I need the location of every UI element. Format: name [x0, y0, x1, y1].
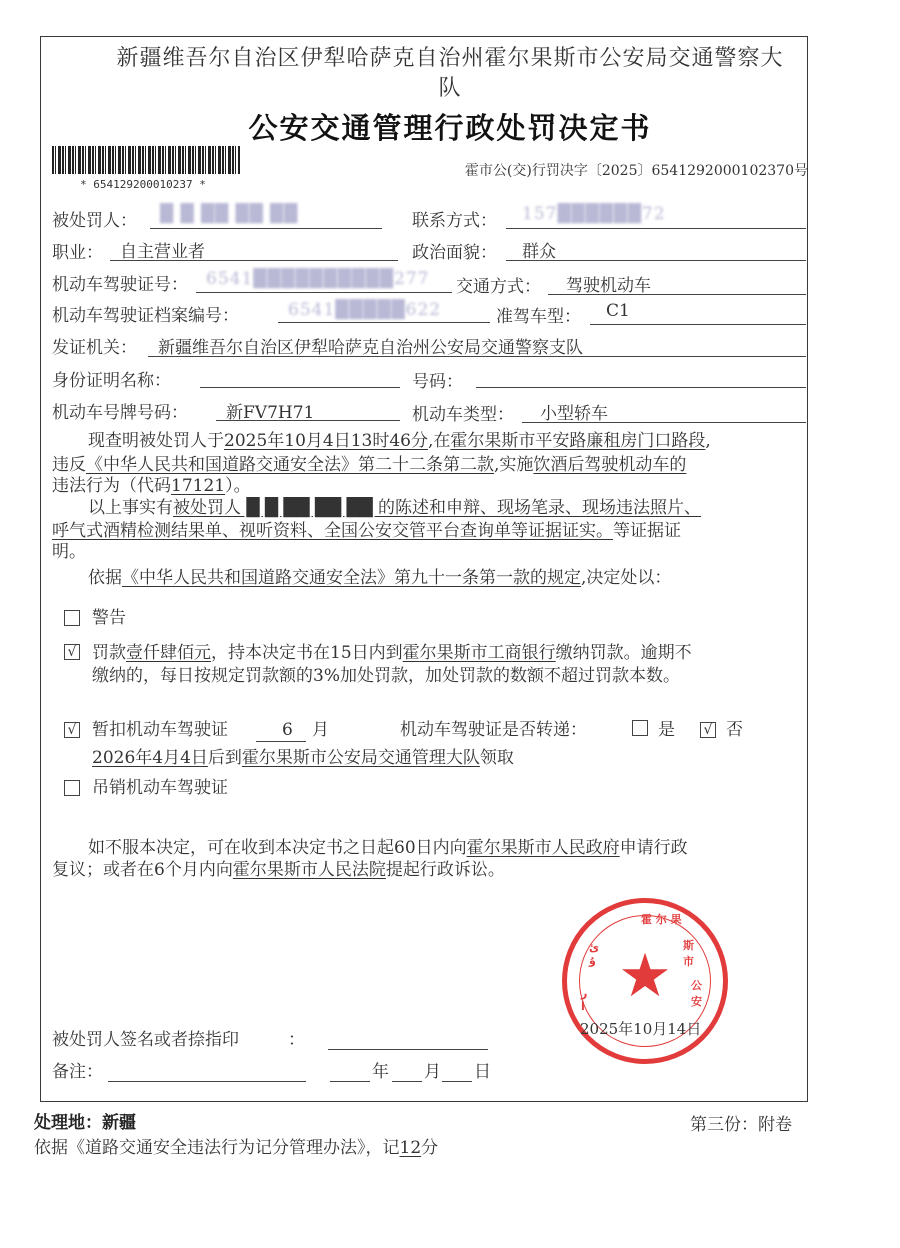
- barcode: [52, 146, 240, 174]
- contact-underline: [506, 228, 806, 229]
- day-underline: [442, 1081, 472, 1082]
- license-no-label: 机动车驾驶证号：: [52, 275, 188, 295]
- processing-place: 处理地：新疆: [34, 1113, 136, 1133]
- points-line: 依据《道路交通安全违法行为记分管理办法》，记12分: [34, 1138, 439, 1158]
- evidence-list-1: 被处罚人 █ █ ██ ██ ██ 的陈述和申辩、现场笔录、现场违法照片、: [173, 498, 702, 518]
- transfer-yes-checkbox: [632, 720, 648, 736]
- warning-label: 警告: [92, 608, 126, 628]
- traffic-mode-underline: [548, 294, 806, 295]
- traffic-mode-value: 驾驶机动车: [566, 276, 651, 296]
- seal-star-icon: ★: [618, 941, 672, 1011]
- transfer-no-label: 否: [726, 720, 743, 740]
- violation-act: 饮酒后驾驶机动车的: [533, 455, 687, 475]
- issuer-label: 发证机关：: [52, 338, 137, 358]
- suspend-months-underline: [256, 741, 306, 742]
- violation-place: 霍尔果斯市平安路廉租房门口路段: [450, 431, 706, 451]
- license-no-underline: [196, 292, 452, 293]
- transfer-label: 机动车驾驶证是否转递：: [400, 720, 587, 740]
- contact-value: 157██████72: [522, 204, 666, 224]
- document-title: 公安交通管理行政处罚决定书: [248, 111, 652, 145]
- official-seal: ★ 霍 尔 果 斯 市 公 安 ئ ۇ ر ا: [562, 898, 728, 1064]
- vehicle-type-value: 小型轿车: [540, 404, 608, 424]
- evidence-line-2: 呼气式酒精检测结果单、视听资料、全国公安交管平台查询单等证据证实。等证据证: [52, 521, 681, 541]
- remark-underline: [108, 1081, 306, 1082]
- vehicle-type-underline: [522, 422, 806, 423]
- suspend-label: 暂扣机动车驾驶证: [92, 720, 228, 740]
- barcode-number: * 654129200010237 *: [80, 178, 206, 191]
- violation-code: 17121: [171, 476, 226, 496]
- punished-underline: [150, 228, 382, 229]
- license-return-line: 2026年4月4日后到霍尔果斯市公安局交通管理大队领取: [92, 748, 514, 768]
- vehicle-class-underline: [590, 324, 806, 325]
- suspend-checkbox: √: [64, 722, 80, 738]
- fine-bank: 霍尔果斯市工商银行: [402, 643, 556, 663]
- political-value: 群众: [522, 242, 556, 262]
- signature-label: 被处罚人签名或者捺指印: [52, 1030, 239, 1050]
- appeal-court: 霍尔果斯市人民法院: [232, 860, 386, 880]
- issuer-underline: [148, 356, 806, 357]
- occupation-label: 职业：: [52, 243, 103, 263]
- contact-label: 联系方式：: [412, 211, 497, 231]
- vehicle-class-label: 准驾车型：: [496, 307, 581, 327]
- day-label: 日: [474, 1062, 491, 1082]
- id-no-underline: [476, 387, 806, 388]
- punished-label: 被处罚人：: [52, 211, 137, 231]
- transfer-no-checkbox: √: [700, 722, 716, 738]
- license-no-value: 6541██████████277: [206, 269, 430, 289]
- basis-line: 依据《中华人民共和国道路交通安全法》第九十一条第一款的规定,决定处以：: [88, 568, 672, 588]
- signature-colon: ：: [288, 1030, 305, 1050]
- evidence-line-3: 明。: [52, 542, 86, 562]
- return-place: 霍尔果斯市公安局交通管理大队: [241, 748, 480, 768]
- punished-name: █ █ ██ ██ ██: [160, 204, 299, 224]
- fine-amount: 壹仟肆佰元: [126, 643, 211, 663]
- month-label: 月: [424, 1062, 441, 1082]
- fine-line-2: 缴纳的，每日按规定罚款额的3%加处罚款，加处罚款的数额不超过罚款本数。: [92, 666, 680, 686]
- transfer-yes-label: 是: [658, 720, 675, 740]
- violated-law: 《中华人民共和国道路交通安全法》第二十二条第二款: [86, 455, 494, 475]
- basis-law: 《中华人民共和国道路交通安全法》第九十一条第一款的规定: [122, 568, 581, 588]
- copy-label: 第三份：附卷: [690, 1115, 792, 1135]
- appeal-line-2: 复议；或者在6个月内向霍尔果斯市人民法院提起行政诉讼。: [52, 860, 505, 880]
- evidence-list-2: 呼气式酒精检测结果单、视听资料、全国公安交管平台查询单等证据证实。: [52, 521, 613, 541]
- occupation-value: 自主营业者: [120, 242, 205, 262]
- id-doc-underline: [200, 387, 400, 388]
- id-doc-label: 身份证明名称：: [52, 371, 171, 391]
- appeal-government: 霍尔果斯市人民政府: [466, 838, 620, 858]
- signature-underline: [328, 1049, 488, 1050]
- revoke-checkbox: [64, 780, 80, 796]
- issuer-value: 新疆维吾尔自治区伊犁哈萨克自治州公安局交通警察支队: [158, 338, 583, 358]
- appeal-line-1: 如不服本决定，可在收到本决定书之日起60日内向霍尔果斯市人民政府申请行政: [88, 838, 688, 858]
- political-underline: [506, 260, 806, 261]
- vehicle-type-label: 机动车类型：: [412, 405, 514, 425]
- points-value: 12: [399, 1138, 422, 1158]
- fine-line-1: 罚款壹仟肆佰元，持本决定书在15日内到霍尔果斯市工商银行缴纳罚款。逾期不: [92, 643, 692, 663]
- archive-no-label: 机动车驾驶证档案编号：: [52, 306, 239, 326]
- warning-checkbox: [64, 610, 80, 626]
- remark-label: 备注：: [52, 1062, 103, 1082]
- suspend-months: 6: [282, 720, 293, 740]
- occupation-underline: [110, 260, 398, 261]
- document-number: 霍市公(交)行罚决字〔2025〕6541292000102370号: [464, 163, 808, 179]
- facts-line-1: 现查明被处罚人于2025年10月4日13时46分,在霍尔果斯市平安路廉租房门口路段,: [88, 431, 711, 451]
- suspend-unit: 月: [312, 720, 329, 740]
- year-underline: [330, 1081, 370, 1082]
- return-date: 2026年4月4日: [92, 748, 208, 768]
- archive-no-value: 6541█████622: [288, 300, 442, 320]
- month-underline: [392, 1081, 422, 1082]
- evidence-line-1: 以上事实有被处罚人 █ █ ██ ██ ██ 的陈述和申辩、现场笔录、现场违法照片、: [88, 498, 702, 518]
- traffic-mode-label: 交通方式：: [456, 277, 541, 297]
- year-label: 年: [372, 1062, 389, 1082]
- fine-checkbox: √: [64, 644, 80, 660]
- revoke-label: 吊销机动车驾驶证: [92, 778, 228, 798]
- plate-underline: [216, 420, 400, 421]
- id-no-label: 号码：: [412, 372, 463, 392]
- seal-date: 2025年10月14日: [580, 1020, 702, 1038]
- vehicle-class-value: C1: [606, 301, 630, 321]
- archive-no-underline: [278, 322, 490, 323]
- plate-value: 新FV7H71: [226, 403, 315, 423]
- plate-label: 机动车号牌号码：: [52, 403, 188, 423]
- violation-time: 2025年10月4日13时46分: [224, 431, 428, 451]
- political-label: 政治面貌：: [412, 243, 497, 263]
- facts-line-2: 违反《中华人民共和国道路交通安全法》第二十二条第二款,实施饮酒后驾驶机动车的: [52, 455, 687, 475]
- issuing-organization: 新疆维吾尔自治区伊犁哈萨克自治州霍尔果斯市公安局交通警察大 队: [116, 46, 784, 101]
- facts-line-3: 违法行为（代码17121）。: [52, 476, 251, 496]
